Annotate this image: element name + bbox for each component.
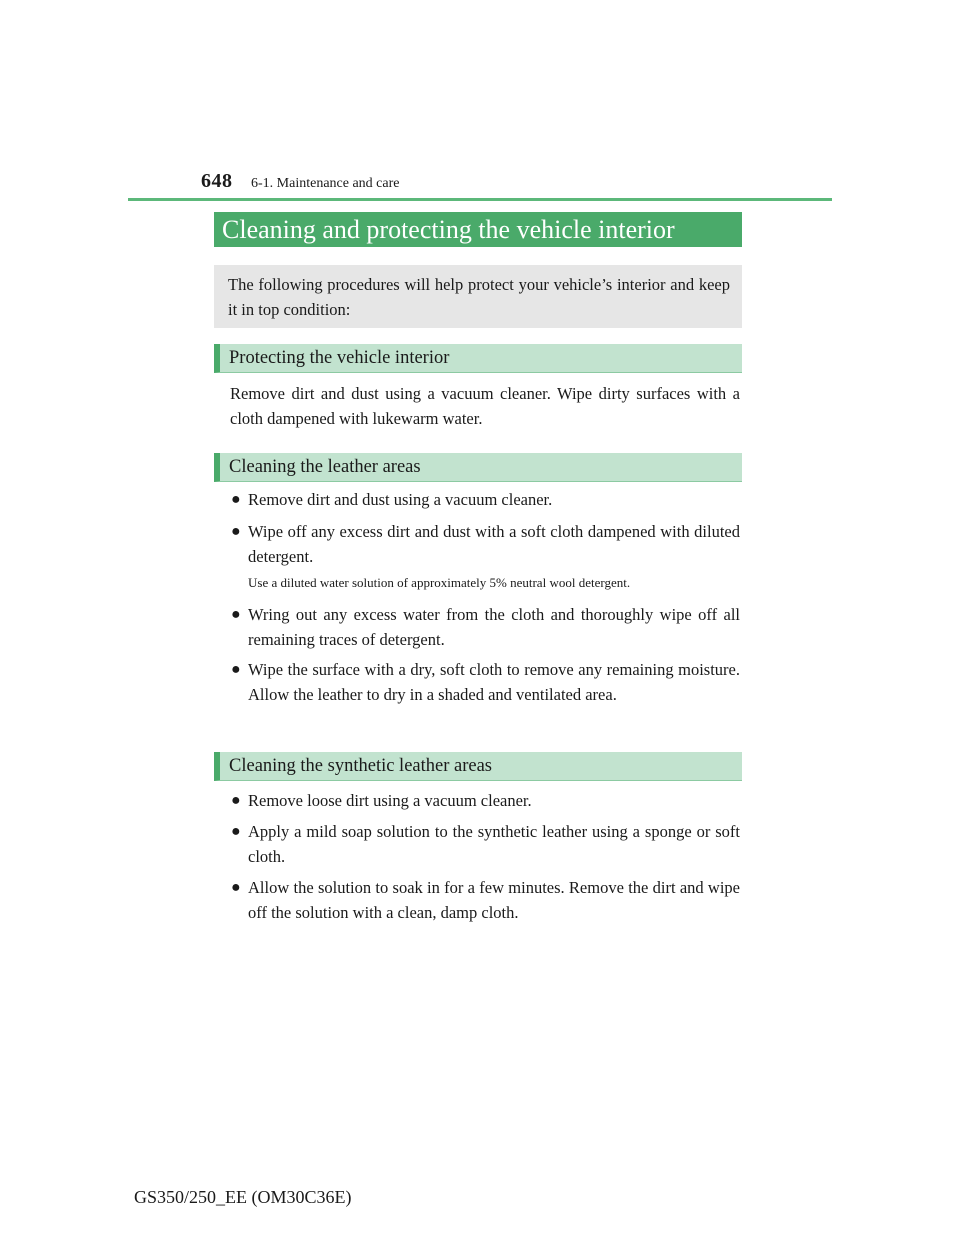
list-item	[231, 519, 740, 569]
list-item	[231, 819, 740, 869]
bullet-icon: ●	[231, 523, 241, 540]
bullet-icon: ●	[231, 606, 241, 623]
page-number: 648	[201, 170, 233, 192]
intro-text: The following procedures will help protect your vehicle’s interior and keep it in top condition:	[228, 275, 730, 319]
list-item	[231, 657, 740, 707]
footer-model-code: GS350/250_EE (OM30C36E)	[134, 1187, 352, 1207]
bullet-icon: ●	[231, 491, 241, 508]
page-title: Cleaning and protecting the vehicle interior	[222, 215, 675, 244]
subheading-label: Cleaning the synthetic leather areas	[229, 756, 493, 776]
list-item-text: Apply a mild soap solution to the synthetic leather using a sponge or soft cloth.	[248, 822, 740, 866]
bullet-icon: ●	[231, 661, 241, 678]
list-item-text: Remove loose dirt using a vacuum cleaner.	[248, 791, 532, 810]
bullet-icon: ●	[231, 823, 241, 840]
bullet-icon: ●	[231, 879, 241, 896]
section-label: 6-1. Maintenance and care	[251, 176, 400, 191]
protecting-interior-text: Remove dirt and dust using a vacuum cleaner. Wipe dirty surfaces with a cloth dampened with lukewarm water.	[230, 384, 740, 428]
subheading-synthetic-leather	[214, 752, 742, 781]
list-item	[231, 487, 740, 512]
list-item	[231, 875, 740, 925]
subheading-label: Protecting the vehicle interior	[229, 348, 450, 368]
subheading-label: Cleaning the leather areas	[229, 457, 421, 477]
list-item-text: Remove dirt and dust using a vacuum cleaner.	[248, 490, 553, 509]
list-item	[231, 788, 740, 813]
intro-box	[214, 265, 742, 328]
subheading-leather-areas	[214, 453, 742, 482]
header-rule	[128, 198, 832, 201]
list-item-text: Wipe off any excess dirt and dust with a soft cloth dampened with diluted detergent.	[248, 522, 740, 566]
subheading-protecting-interior	[214, 344, 742, 373]
bullet-icon: ●	[231, 792, 241, 809]
list-item-text: Wring out any excess water from the cloth and thoroughly wipe off all remaining traces of detergent.	[248, 605, 740, 649]
list-item-text: Allow the solution to soak in for a few minutes. Remove the dirt and wipe off the solution with a clean, damp cloth.	[248, 878, 740, 922]
list-item-text: Wipe the surface with a dry, soft cloth to remove any remaining moisture. Allow the leather to dry in a shaded and ventilated area.	[248, 660, 740, 704]
detergent-note: Use a diluted water solution of approximately 5% neutral wool detergent.	[248, 575, 631, 590]
list-item	[231, 602, 740, 652]
